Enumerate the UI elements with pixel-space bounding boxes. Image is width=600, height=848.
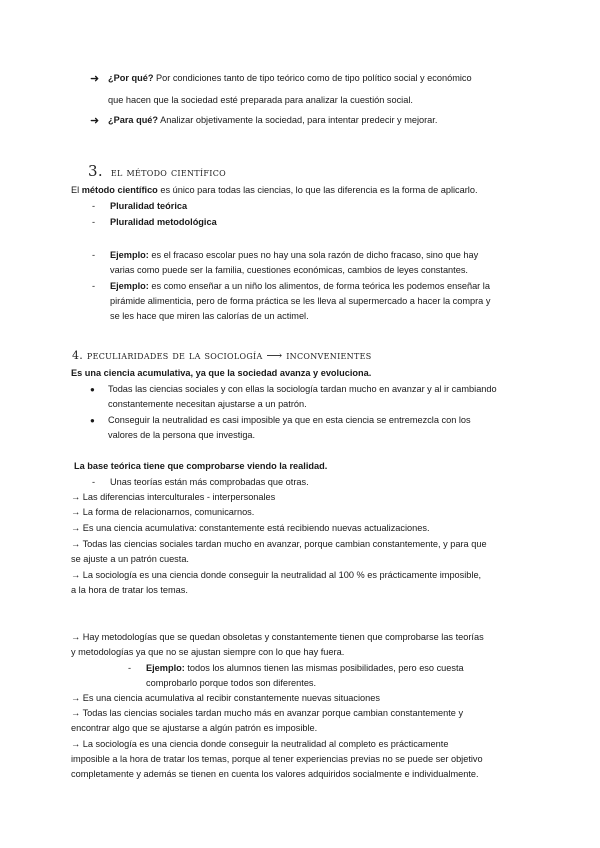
arrow-item-line-2: a la hora de tratar los temas. <box>71 585 188 595</box>
arrow-bullet-icon: ➜ <box>90 73 100 85</box>
why-line-2: que hacen que la sociedad esté preparada para analizar la cuestión social. <box>108 95 413 105</box>
arrow-bullet-icon: ➜ <box>90 115 100 127</box>
example-1: Ejemplo: es el fracaso escolar pues no hay una sola razón de dicho fracaso, sino que hay <box>110 250 479 260</box>
example-2-line-3: se les hace que miren las calorías de un actimel. <box>110 311 309 321</box>
arrow-item-line-2: y metodologías ya que no se ajustan siempre con lo que hay fuera. <box>71 647 345 657</box>
method-intro: El método científico es único para todas las ciencias, lo que las diferencia es la forma de aplicarlo. <box>71 185 478 195</box>
dash-icon: - <box>92 281 96 291</box>
dash-icon: - <box>92 201 96 211</box>
arrow-item: → Todas las ciencias sociales tardan mucho en avanzar, porque cambian constantemente, y para que <box>71 539 487 549</box>
list-item: Pluralidad teórica <box>110 201 188 211</box>
example-1-line-2: varias como puede ser la familia, cuestiones económicas, cambios de leyes constantes. <box>110 265 468 275</box>
arrow-item: → Todas las ciencias sociales tardan mucho más en avanzar porque cambian constantemente y <box>71 708 464 718</box>
arrow-item: → Es una ciencia acumulativa: constantemente está recibiendo nuevas actualizaciones. <box>71 523 430 533</box>
why-line <box>108 71 528 86</box>
example-2: Ejemplo: es como enseñar a un niño los alimentos, de forma teórica les podemos enseñar la <box>110 281 490 291</box>
arrow-item: → Hay metodologías que se quedan obsoletas y constantemente tienen que comprobarse las teorías <box>71 632 484 642</box>
section-4-heading: 4. peculiaridades de la sociología ⟶ inconvenientes <box>72 349 372 362</box>
section-3-title: el método científico <box>110 166 226 179</box>
example-label: Ejemplo: <box>146 663 185 673</box>
dash-icon: - <box>92 250 96 260</box>
bullet-dot-icon: ● <box>90 416 95 425</box>
section-3-heading <box>88 164 226 180</box>
dash-icon: - <box>92 217 96 227</box>
point-1-line-2: constantemente necesitan ajustarse a un patrón. <box>108 399 307 409</box>
arrow-item: → La forma de relacionarnos, comunicarnos. <box>71 507 255 517</box>
what-for-text: Analizar objetivamente la sociedad, para intentar predecir y mejorar. <box>158 115 438 125</box>
arrow-item-line-2: imposible a la hora de tratar los temas, porque al tener experiencias previas no se puede ser objetivo <box>71 754 483 764</box>
example-3: Ejemplo: todos los alumnos tienen las mismas posibilidades, pero eso cuesta <box>146 663 464 673</box>
arrow-item: → La sociología es una ciencia donde conseguir la neutralidad al completo es prácticamente <box>71 739 449 749</box>
arrow-item-line-3: completamente y además se tienen en cuenta los valores adquiridos socialmente e individualmente. <box>71 769 479 779</box>
section-3-number: 3. <box>88 162 103 180</box>
list-item: Pluralidad metodológica <box>110 217 217 227</box>
why-label: ¿Por qué? <box>108 73 154 83</box>
why-text: Por condiciones tanto de tipo teórico como de tipo político social y económico <box>153 73 472 83</box>
example-2-line-2: pirámide alimenticia, pero de forma práctica se les lleva al supermercado a hacer la compra y <box>110 296 491 306</box>
dash-icon: - <box>92 477 96 487</box>
arrow-item: → Es una ciencia acumulativa al recibir constantemente nuevas situaciones <box>71 693 380 703</box>
bullet-dot-icon: ● <box>90 385 95 394</box>
section-4-lead: Es una ciencia acumulativa, ya que la sociedad avanza y evoluciona. <box>71 368 372 378</box>
what-for-label: ¿Para qué? <box>108 115 159 125</box>
point-1: Todas las ciencias sociales y con ellas la sociología tardan mucho en avanzar y al ir cambiando <box>108 384 497 394</box>
method-term: método científico <box>81 185 158 195</box>
point-2-line-2: valores de la persona que investiga. <box>108 430 256 440</box>
example-3-line-2: comprobarlo porque todos son diferentes. <box>146 678 317 688</box>
arrow-item-line-2: se ajuste a un patrón cuesta. <box>71 554 189 564</box>
arrow-item-line-2: encontrar algo que se ajustarse a algún patrón es imposible. <box>71 723 318 733</box>
what-for-line <box>108 113 528 128</box>
dash-icon: - <box>128 663 132 673</box>
example-label: Ejemplo: <box>110 250 149 260</box>
list-item: Unas teorías están más comprobadas que otras. <box>110 477 309 487</box>
theory-heading: La base teórica tiene que comprobarse viendo la realidad. <box>74 461 328 471</box>
arrow-item: → Las diferencias interculturales - interpersonales <box>71 492 276 502</box>
arrow-item: → La sociología es una ciencia donde conseguir la neutralidad al 100 % es prácticamente imposible, <box>71 570 482 580</box>
example-label: Ejemplo: <box>110 281 149 291</box>
point-2: Conseguir la neutralidad es casi imposible ya que en esta ciencia se entremezcla con los <box>108 415 471 425</box>
